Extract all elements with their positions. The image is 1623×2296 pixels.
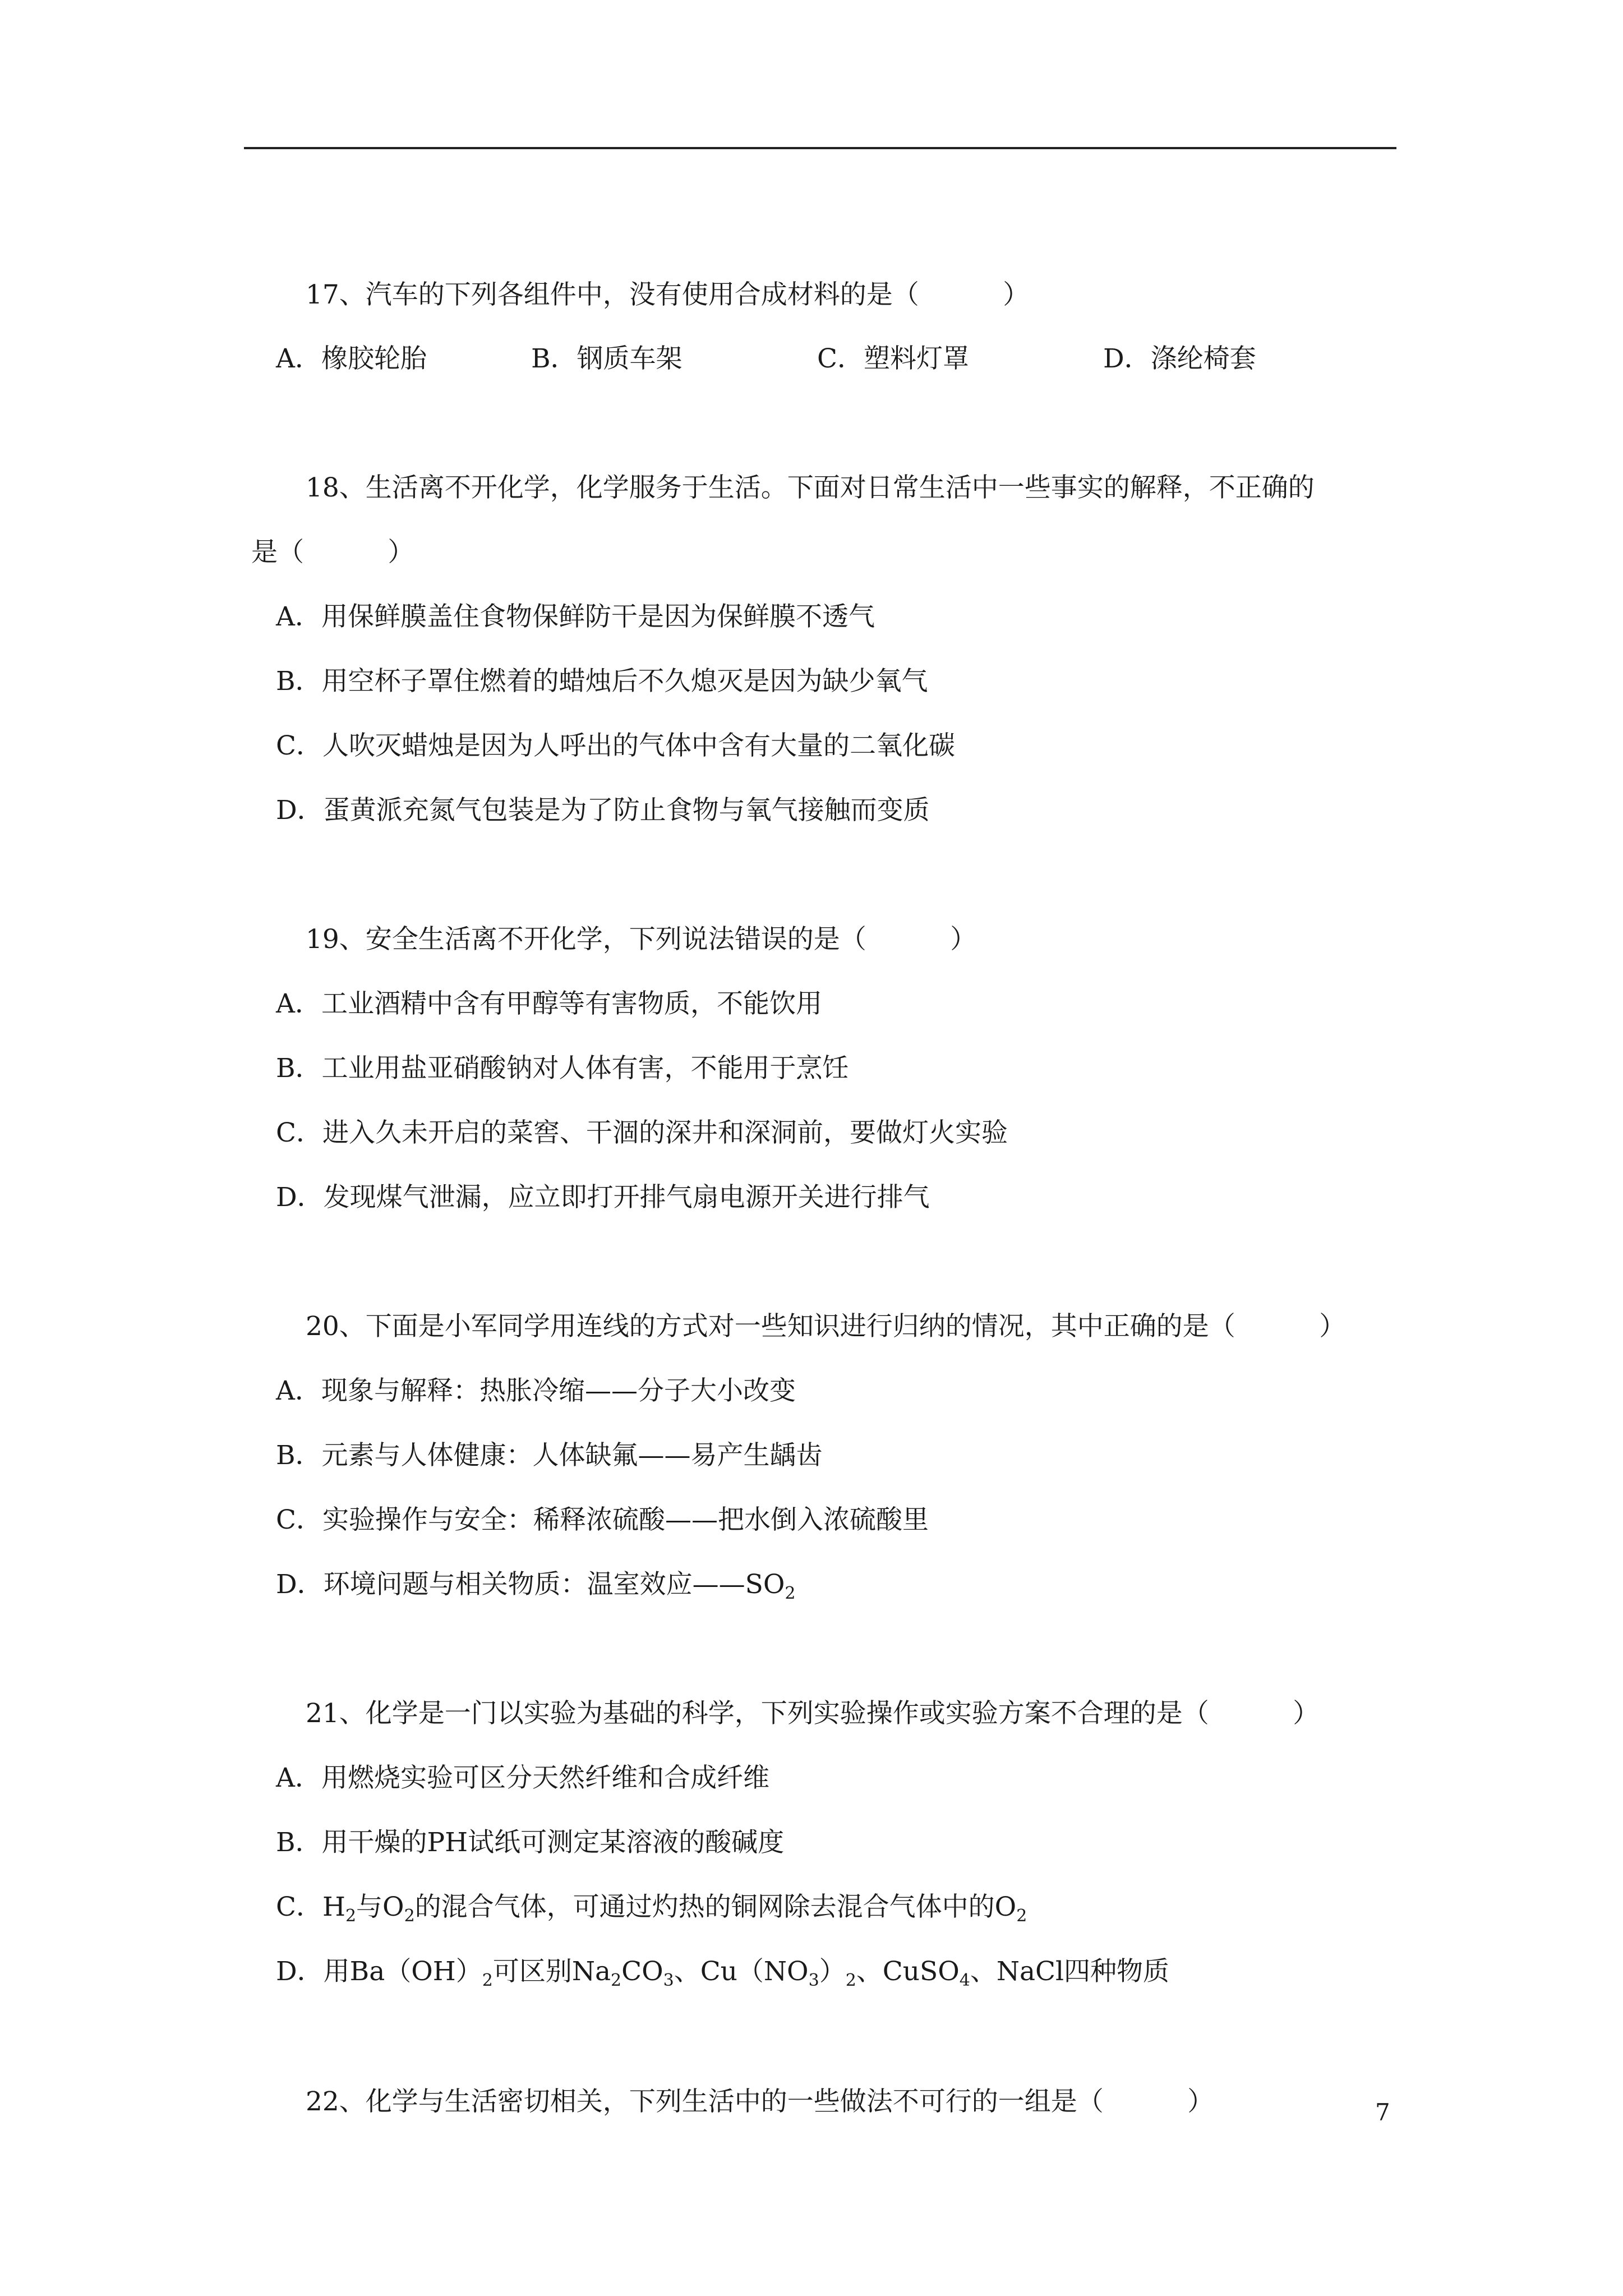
question-17-option-b: B．钢质车架 bbox=[531, 343, 683, 374]
question-19-option-a: A．工业酒精中含有甲醇等有害物质，不能饮用 bbox=[276, 988, 822, 1019]
question-21-option-b: B．用干燥的PH试纸可测定某溶液的酸碱度 bbox=[276, 1827, 785, 1858]
question-21-option-d: D．用$Ba(OH)_2$可区别$Na_2CO_3$、$Cu(NO_3)_2$、CuSO$_4$、NaCl四种物质 bbox=[276, 1956, 1169, 1990]
question-22-stem: 22、化学与生活密切相关，下列生活中的一些做法不可行的一组是（ ） bbox=[306, 2086, 1214, 2117]
page-number: 7 bbox=[1375, 2099, 1390, 2126]
question-17-option-a: A．橡胶轮胎 bbox=[276, 343, 427, 374]
question-17-options bbox=[0, 342, 1623, 376]
question-18-option-c: C．人吹灭蜡烛是因为人呼出的气体中含有大量的二氧化碳 bbox=[276, 730, 955, 761]
question-20-stem: 20、下面是小军同学用连线的方式对一些知识进行归纳的情况，其中正确的是（ ） bbox=[306, 1311, 1346, 1342]
question-17-option-d: D．涤纶椅套 bbox=[1103, 343, 1256, 374]
question-17-option-c: C．塑料灯罩 bbox=[817, 343, 969, 374]
question-21-stem: 21、化学是一门以实验为基础的科学，下列实验操作或实验方案不合理的是（ ） bbox=[306, 1698, 1320, 1729]
question-19-option-d: D．发现煤气泄漏，应立即打开排气扇电源开关进行排气 bbox=[276, 1182, 930, 1213]
question-20-option-d: D．环境问题与相关物质：温室效应$——SO_2$ bbox=[276, 1569, 796, 1603]
question-19-stem: 19、安全生活离不开化学，下列说法错误的是（ ） bbox=[306, 924, 977, 955]
question-20-option-b: B．元素与人体健康：人体缺氟——易产生龋齿 bbox=[276, 1440, 823, 1471]
question-20-option-c: C．实验操作与安全：稀释浓硫酸——把水倒入浓硫酸里 bbox=[276, 1504, 929, 1535]
question-21-option-a: A．用燃烧实验可区分天然纤维和合成纤维 bbox=[276, 1763, 769, 1793]
question-21-option-c: C．$H_2$与$O_2$的混合气体，可通过灼热的铜网除去混合气体中的$O_2$ bbox=[276, 1892, 1027, 1926]
question-19-option-c: C．进入久未开启的菜窖、干涸的深井和深洞前，要做灯火实验 bbox=[276, 1117, 1008, 1148]
question-18-stem-continued: 是（ ） bbox=[251, 537, 414, 568]
question-19-option-b: B．工业用盐亚硝酸钠对人体有害，不能用于烹饪 bbox=[276, 1053, 849, 1084]
question-18-option-a: A．用保鲜膜盖住食物保鲜防干是因为保鲜膜不透气 bbox=[276, 601, 875, 632]
question-17-stem: 17、汽车的下列各组件中，没有使用合成材料的是（ ） bbox=[306, 279, 1030, 310]
header-rule bbox=[244, 147, 1396, 149]
question-18-option-d: D．蛋黄派充氮气包装是为了防止食物与氧气接触而变质 bbox=[276, 795, 930, 826]
question-20-option-a: A．现象与解释：热胀冷缩——分子大小改变 bbox=[276, 1375, 796, 1406]
question-18-stem: 18、生活离不开化学，化学服务于生活。下面对日常生活中一些事实的解释，不正确的 bbox=[306, 472, 1315, 503]
question-18-option-b: B．用空杯子罩住燃着的蜡烛后不久熄灭是因为缺少氧气 bbox=[276, 666, 928, 697]
